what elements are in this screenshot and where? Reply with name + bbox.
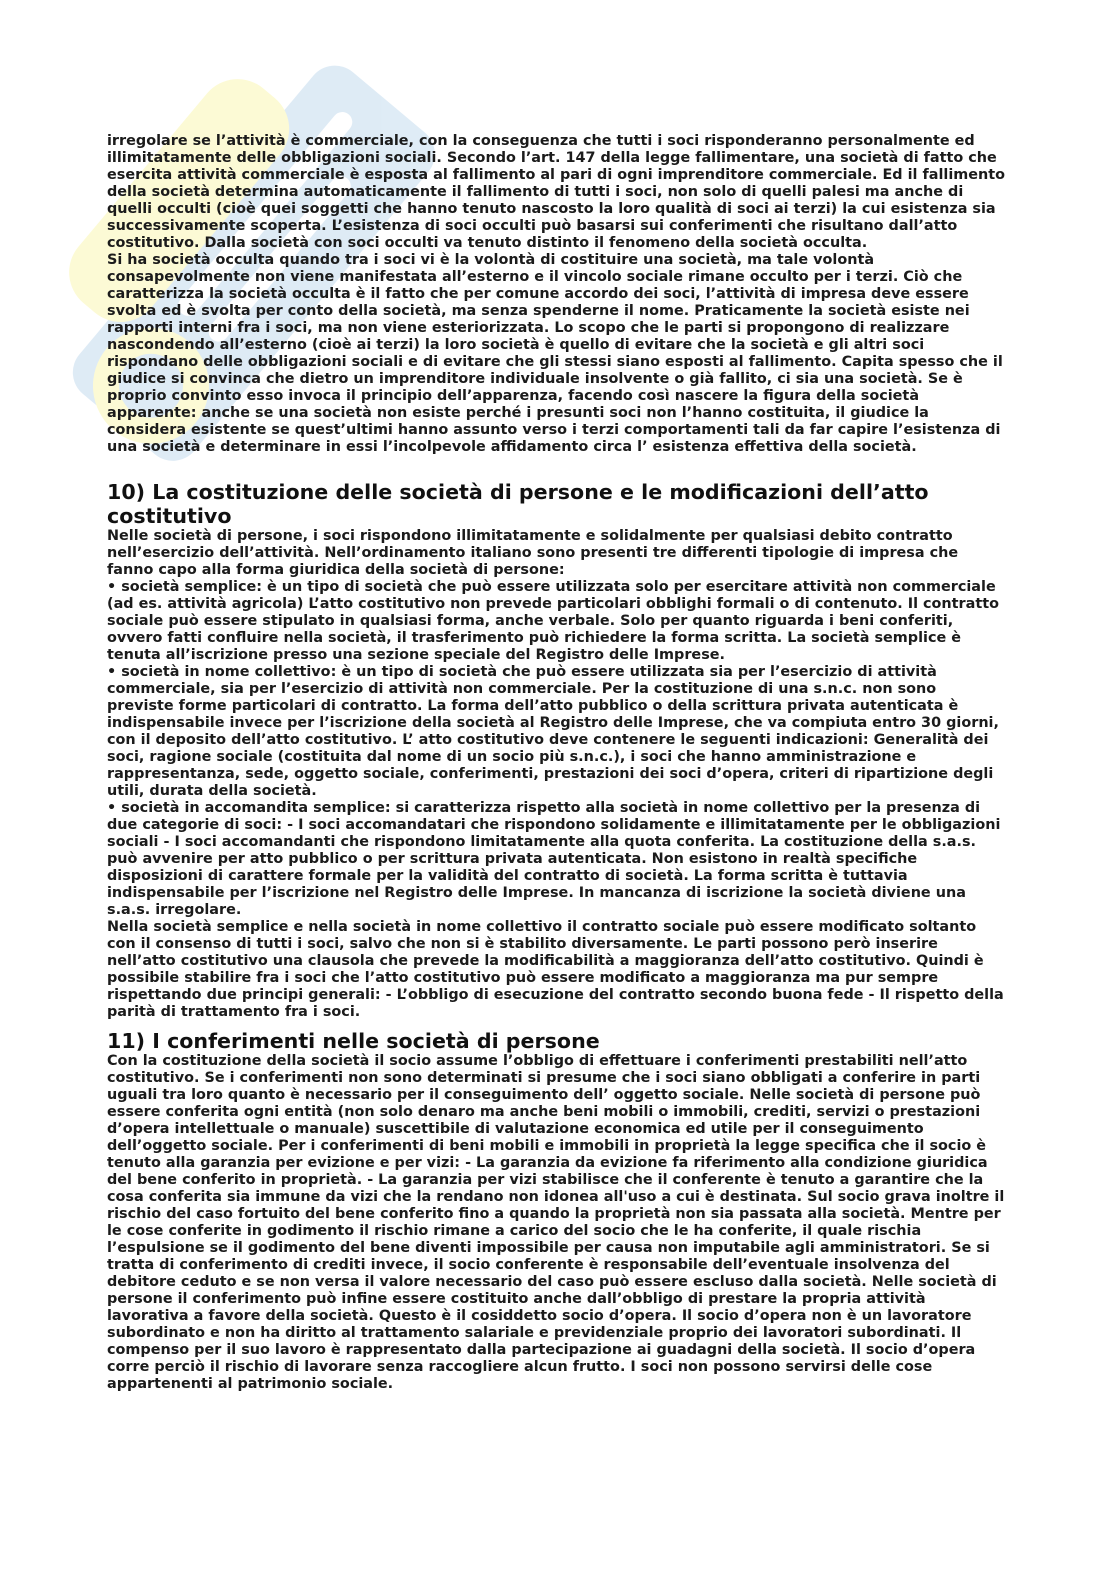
bullet-icon	[107, 800, 116, 816]
section-11-paragraph: Con la costituzione della società il socio assume l’obbligo di effettuare i conferimenti prestabiliti nell’atto costitutivo. Se i conferimenti non sono determinati si presume che i soci siano obbligati a conferire in parti uguali tra loro quanto è necessario per il conseguimento dell’ oggetto sociale. Nelle società di persone può essere conferita ogni entità (non solo denaro ma anche beni mobili o immobili, crediti, servizi o prestazioni d’opera intellettuale o manuale) suscettibile di valutazione economica ed utile per il conseguimento dell’oggetto sociale. Per i conferimenti di beni mobili e immobili in proprietà la legge specifica che il socio è tenuto alla garanzia per evizione e per vizi: - La garanzia da evizione fa riferimento alla condizione giuridica del bene conferito in proprietà. - La garanzia per vizi stabilisce che il conferente è tenuto a garantire che la cosa conferita sia immune da vizi che la rendano non idonea all'uso a cui è destinata. Sul socio grava inoltre il rischio del caso fortuito del bene conferito fino a quando la proprietà non sia passata alla società. Mentre per le cose conferite in godimento il rischio rimane a carico del socio che le ha conferite, il quale rischia l’espulsione se il godimento del bene diventi impossibile per causa non imputabile agli amministratori. Se si tratta di conferimento di crediti invece, il socio conferente è responsabile dell’eventuale insolvenza del debitore ceduto e se non versa il valore necessario del caso può essere escluso dalla società. Nelle società di persone il conferimento può infine essere costituito anche dall’obbligo di prestare la propria attività lavorativa a favore della società. Questo è il cosiddetto socio d’opera. Il socio d’opera non è un lavoratore subordinato e non ha diritto al trattamento salariale e previdenziale proprio dei lavoratori subordinati. Il compenso per il suo lavoro è rappresentato dalla partecipazione ai guadagni della società. Il socio d’opera corre perciò il rischio di lavorare senza raccogliere alcun frutto. I soci non possono servirsi delle cose appartenenti al patrimonio sociale.	[107, 1053, 1005, 1392]
section-10-heading: 10) La costituzione delle società di persone e le modificazioni dell’atto costitutivo	[107, 480, 929, 528]
bullet-icon	[107, 664, 116, 680]
document-page	[107, 133, 1007, 1393]
bullet-text: società semplice: è un tipo di società che può essere utilizzata solo per esercitare attività non commerciale (ad es. attività agricola) L’atto costitutivo non prevede particolari obblighi formali o di contenuto. Il contratto sociale può essere stipulato in qualsiasi forma, anche verbale. Solo per quanto riguarda i beni conferiti, ovvero fatti confluire nella società, il trasferimento può richiedere la forma scritta. La società semplice è tenuta all’iscrizione presso una sezione speciale del Registro delle Imprese.	[107, 579, 1000, 663]
bullet-item-societa-semplice	[107, 579, 1007, 664]
intro-section	[107, 133, 1007, 456]
section-10	[107, 480, 1007, 1021]
section-10-paragraph-intro: Nelle società di persone, i soci rispondono illimitatamente e solidalmente per qualsiasi debito contratto nell’esercizio dell’attività. Nell’ordinamento italiano sono presenti tre differenti tipologie di impresa che fanno capo alla forma giuridica della società di persone:	[107, 528, 959, 578]
section-10-paragraph-modifiche: Nella società semplice e nella società in nome collettivo il contratto sociale può essere modificato soltanto con il consenso di tutti i soci, salvo che non si è stabilito diversamente. Le parti possono però inserire nell’atto costitutivo una clausola che prevede la modificabilità a maggioranza dell’atto costitutivo. Quindi è possibile stabilire fra i soci che l’atto costitutivo può essere modificato a maggioranza ma pur sempre rispettando due principi generali: - L’obbligo di esecuzione del contratto secondo buona fede - Il rispetto della parità di trattamento fra i soci.	[107, 919, 1004, 1020]
section-11-heading: 11) I conferimenti nelle società di persone	[107, 1029, 600, 1053]
bullet-item-snc	[107, 664, 1007, 800]
bullet-text: società in nome collettivo: è un tipo di società che può essere utilizzata sia per l’esercizio di attività commerciale, sia per l’esercizio di attività non commerciale. Per la costituzione di una s.n.c. non sono previste forme particolari di contratto. La forma dell’atto pubblico o della scrittura privata autenticata è indispensabile invece per l’iscrizione della società al Registro delle Imprese, che va compiuta entro 30 giorni, con il deposito dell’atto costitutivo. L’ atto costitutivo deve contenere le seguenti indicazioni: Generalità dei soci, ragione sociale (costituita dal nome di un socio più s.n.c.), i soci che hanno amministrazione e rappresentanza, sede, oggetto sociale, conferimenti, prestazioni dei soci d’opera, criteri di ripartizione degli utili, durata della società.	[107, 664, 999, 799]
section-11	[107, 1029, 1007, 1393]
bullet-item-sas	[107, 800, 1007, 919]
intro-paragraph-2: Si ha società occulta quando tra i soci vi è la volontà di costituire una società, ma tale volontà consapevolmente non viene manifestata all’esterno e il vincolo sociale rimane occulto per i terzi. Ciò che caratterizza la società occulta è il fatto che per comune accordo dei soci, l’attività di impresa deve essere svolta ed è svolta per conto della società, ma senza spenderne il nome. Praticamente la società esiste nei rapporti interni fra i soci, ma non viene esteriorizzata. Lo scopo che le parti si propongono di realizzare nascondendo all’esterno (cioè ai terzi) la loro società è quello di evitare che la società e gli altri soci rispondano delle obbligazioni sociali e di evitare che gli stessi siano esposti al fallimento. Capita spesso che il giudice si convinca che dietro un imprenditore individuale insolvente o già fallito, ci sia una società. Se è proprio convinto esso invoca il principio dell’apparenza, facendo così nascere la figura della società apparente: anche se una società non esiste perché i presunti soci non l’hanno costituita, il giudice la considera esistente se quest’ultimi hanno assunto verso i terzi comportamenti tali da far capire l’esistenza di una società e determinare in essi l’incolpevole affidamento circa l’ esistenza effettiva della società.	[107, 252, 1003, 455]
bullet-icon	[107, 579, 116, 595]
bullet-text: società in accomandita semplice: si caratterizza rispetto alla società in nome collettivo per la presenza di due categorie di soci: - I soci accomandatari che rispondono solidamente e illimitatamente per le obbligazioni sociali - I soci accomandanti che rispondono limitatamente alla quota conferita. La costituzione della s.a.s. può avvenire per atto pubblico o per scrittura privata autenticata. Non esistono in realtà specifiche disposizioni di carattere formale per la validità del contratto di società. La forma scritta è tuttavia indispensabile per l’iscrizione nel Registro delle Imprese. In mancanza di iscrizione la società diviene una s.a.s. irregolare.	[107, 800, 1001, 918]
intro-paragraph-1: irregolare se l’attività è commerciale, con la conseguenza che tutti i soci risponderanno personalmente ed illimitatamente delle obbligazioni sociali. Secondo l’art. 147 della legge fallimentare, una società di fatto che esercita attività commerciale è esposta al fallimento al pari di ogni imprenditore commerciale. Ed il fallimento della società determina automaticamente il fallimento di tutti i soci, non solo di quelli palesi ma anche di quelli occulti (cioè quei soggetti che hanno tenuto nascosto la loro qualità di soci ai terzi) la cui esistenza sia successivamente scoperta. L’esistenza di soci occulti può basarsi sui conferimenti che risultano dall’atto costitutivo. Dalla società con soci occulti va tenuto distinto il fenomeno della società occulta.	[107, 133, 1006, 251]
